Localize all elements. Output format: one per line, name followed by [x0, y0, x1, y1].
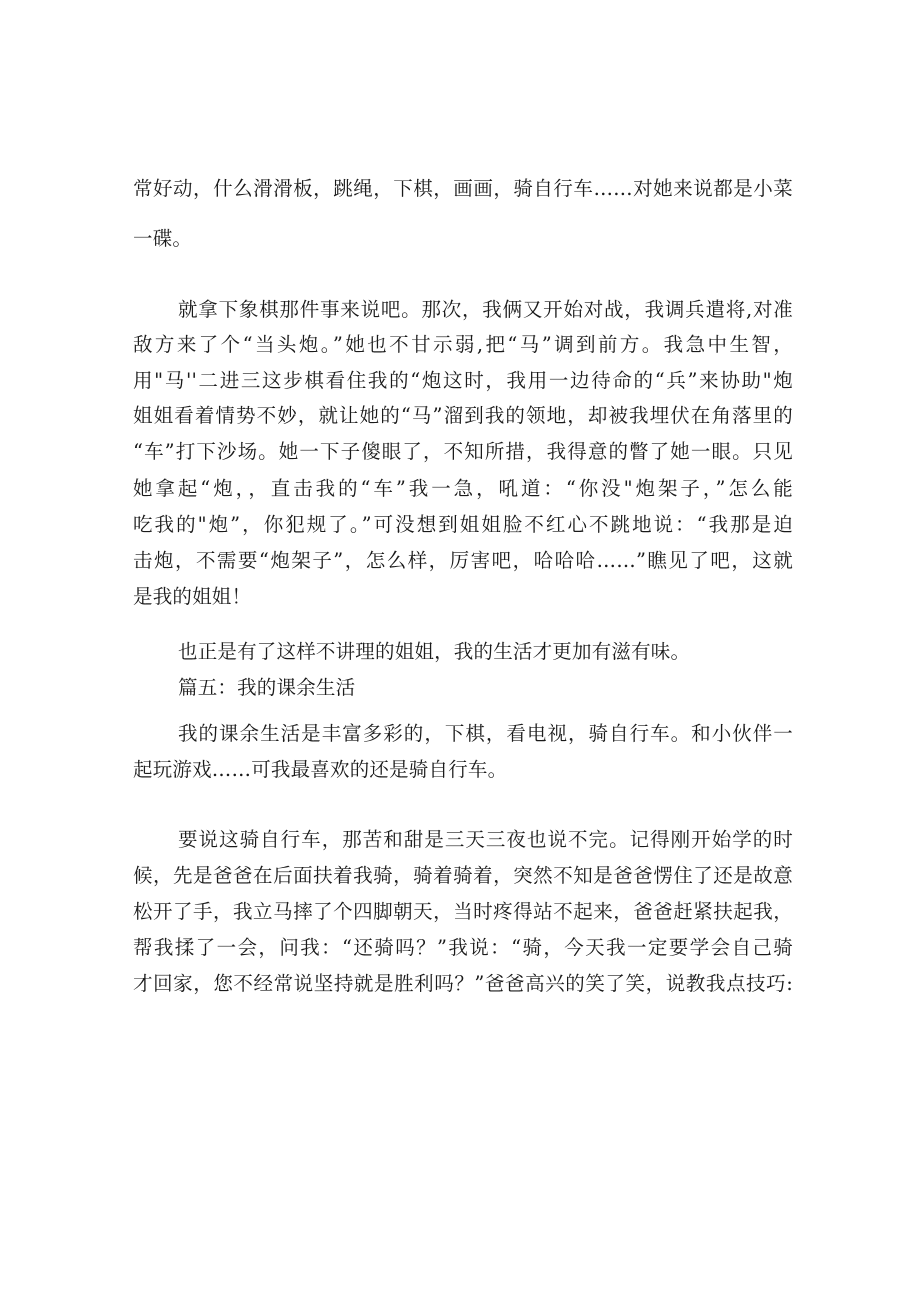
- text-line: 才回家，您不经常说坚持就是胜利吗？”爸爸高兴的笑了笑，说教我点技巧:: [133, 972, 793, 995]
- text-line: 松开了手，我立马摔了个四脚朝天，当时疼得站不起来，爸爸赶紧扶起我，: [133, 900, 793, 923]
- text-line: 是我的姐姐！: [133, 585, 252, 608]
- text-line: 起玩游戏……可我最喜欢的还是骑自行车。: [133, 758, 508, 781]
- text-line: 用"马''二进三这步棋看住我的“炮这时，我用一边待命的“兵”来协助"炮: [133, 369, 793, 392]
- text-line: 帮我揉了一会，问我：“还骑吗？”我说：“骑，今天我一定要学会自己骑: [133, 936, 793, 959]
- text-line: 敌方来了个“当头炮。”她也不甘示弱,把“马”调到前方。我急中生智，: [133, 333, 793, 356]
- text-line: 姐姐看着情势不妙，就让她的“马”溜到我的领地，却被我埋伏在角落里的: [133, 404, 793, 427]
- text-line: “车”打下沙场。她一下子傻眼了，不知所措，我得意的瞥了她一眼。只见: [133, 440, 793, 463]
- text-line: 她拿起“炮，，直击我的“车”我一急，吼道：“你没"炮架子，”怎么能: [133, 477, 793, 500]
- text-line: 常好动，什么滑滑板，跳绳，下棋，画画，骑自行车……对她来说都是小菜: [133, 177, 793, 200]
- text-line: 也正是有了这样不讲理的姐姐，我的生活才更加有滋有味。: [178, 640, 691, 663]
- text-line: 吃我的"炮”，你犯规了。”可没想到姐姐脸不红心不跳地说：“我那是迫: [133, 513, 793, 536]
- text-line: 击炮，不需要“炮架子”，怎么样，厉害吧，哈哈哈……”瞧见了吧，这就: [133, 549, 793, 572]
- text-line: 我的课余生活是丰富多彩的，下棋，看电视，骑自行车。和小伙伴一: [178, 722, 793, 745]
- text-line: 一碟。: [133, 227, 193, 250]
- section-heading: 篇五：我的课余生活: [178, 676, 356, 699]
- text-line: 就拿下象棋那件事来说吧。那次，我俩又开始对战，我调兵遣将,对准: [178, 298, 793, 321]
- text-line: 候，先是爸爸在后面扶着我骑，骑着骑着，突然不知是爸爸愣住了还是故意: [133, 864, 793, 887]
- text-line: 要说这骑自行车，那苦和甜是三天三夜也说不完。记得刚开始学的时: [178, 828, 793, 851]
